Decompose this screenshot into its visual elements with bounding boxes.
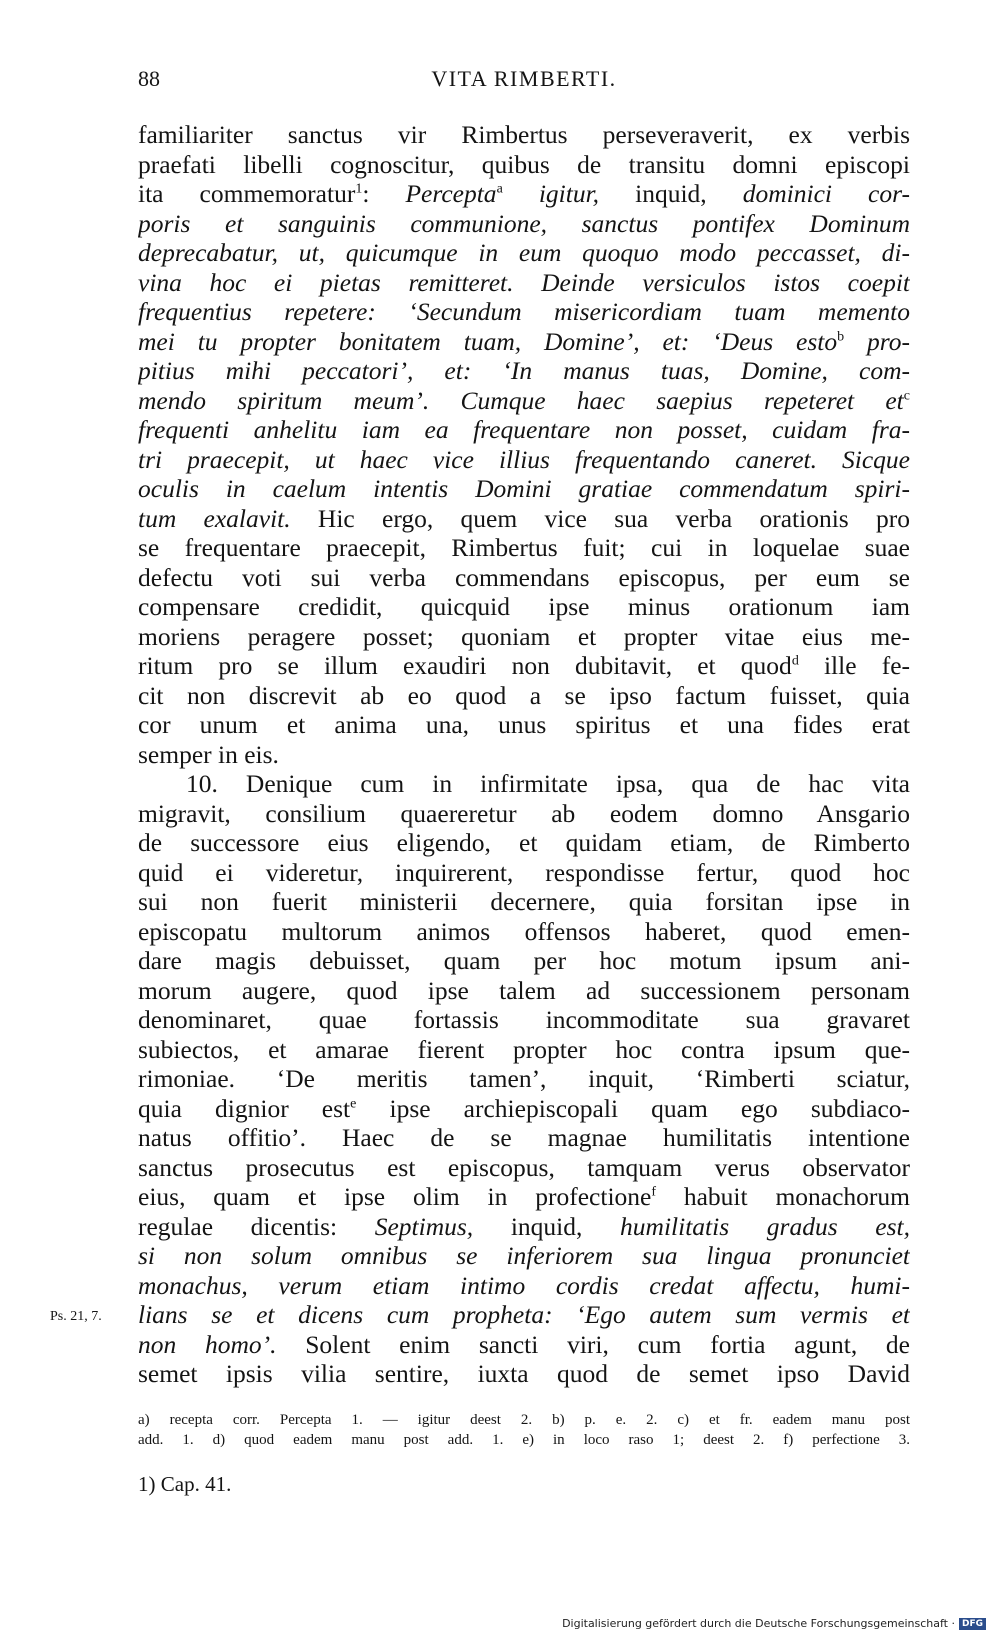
text-segment: poris et sanguinis communione, sanctus pontifex Dominum [138,208,910,238]
text-line [138,1035,910,1065]
footnote-mark: c [903,388,910,403]
text-segment: si non solum omnibus se inferiorem sua lingua pronunciet [138,1241,910,1270]
text-line [138,504,910,534]
text-line [138,415,910,445]
text-line [138,386,910,416]
text-line [138,1094,910,1124]
text-segment: ritum pro se illum exaudiri non dubitavit, et quod [138,651,792,680]
text-segment: Hic ergo, quem vice sua verba orationis pro [317,503,910,533]
text-line [138,1005,910,1035]
text-segment: : [362,179,406,208]
running-title: VITA RIMBERTI. [431,66,617,91]
text-line [138,1153,910,1183]
text-line [138,1182,910,1212]
text-line [138,1330,910,1360]
text-line [138,1300,910,1330]
text-segment: cor unum et anima una, unus spiritus et una fides erat [138,710,910,739]
text-segment: semet ipsis vilia sentire, iuxta quod de semet ipso David [138,1359,910,1388]
text-segment: vina hoc ei pietas remitteret. Deinde versiculos istos coepit [138,267,910,297]
text-segment: ita commemoratur [138,179,356,208]
text-segment: humilitatis gradus est, [620,1211,910,1241]
apparatus-line-1: a) recepta corr. Percepta 1. — igitur deest 2. b) p. e. 2. c) et fr. eadem manu post [138,1412,910,1428]
text-line [138,592,910,622]
text-line [138,150,910,180]
text-segment: dominici cor- [742,179,910,208]
text-segment: se frequentare praecepit, Rimbertus fuit; cui in loquelae suae [138,533,910,562]
text-line [138,474,910,504]
text-line [138,356,910,386]
text-line [138,769,910,799]
text-line [138,120,910,150]
text-line [138,445,910,475]
text-segment: oculis in caelum intentis Domini gratiae commendatum spiri- [138,474,910,503]
text-segment: denominaret, quae fortassis incommoditate sua gravaret [138,1005,910,1034]
text-segment: semper in eis. [138,739,279,769]
text-line [138,179,910,209]
text-line [138,887,910,917]
text-segment: frequenti anhelitu iam ea frequentare non posset, cuidam fra- [138,415,910,444]
footnote-mark: b [837,329,845,344]
text-line [138,563,910,593]
text-segment: eius, quam et ipse olim in profectione [138,1182,652,1211]
text-line [138,1064,910,1094]
text-segment: quid ei videretur, inquirerent, respondisse fertur, quod hoc [138,857,910,887]
text-segment: lians se et dicens cum propheta: ‘Ego autem sum vermis et [138,1300,910,1329]
text-segment: regulae dicentis: [138,1211,375,1241]
footnote-mark: e [350,1096,357,1111]
text-segment: ipse archiepiscopali quam ego subdiaco- [356,1093,910,1123]
text-line [138,976,910,1006]
text-segment: ille fe- [798,651,910,680]
text-line [138,268,910,298]
text-segment: morum augere, quod ipse talem ad successionem personam [138,975,910,1005]
page-header [138,66,910,98]
text-segment: inquid, [510,1211,621,1241]
text-line [138,740,910,770]
text-segment: Percepta [405,179,497,208]
text-segment: rimoniae. ‘De meritis tamen’, inquit, ‘Rimberti sciatur, [138,1064,910,1093]
text-segment: pitius mihi peccatori’, et: ‘In manus tuas, Domine, com- [138,356,910,385]
text-segment: tum exalavit. [138,503,318,533]
text-line [138,238,910,268]
text-segment: dare magis debuisset, quam per hoc motum ipsum ani- [138,946,910,975]
dfg-logo: DFG [959,1618,986,1630]
text-segment: sanctus prosecutus est episcopus, tamquam verus observator [138,1152,910,1182]
text-line [138,946,910,976]
source-footnote: 1) Cap. 41. [138,1472,232,1496]
text-segment: Septimus, [374,1211,511,1241]
text-line [138,858,910,888]
text-segment: inquid, [635,179,743,208]
text-line [138,917,910,947]
footnote-mark: d [791,653,799,669]
text-line [138,651,910,681]
text-line [138,681,910,711]
text-line [138,710,910,740]
text-segment: non homo’. [138,1329,306,1359]
text-segment: cit non discrevit ab eo quod a se ipso factum fuisset, quia [138,680,910,710]
apparatus-line-2: add. 1. d) quod eadem manu post add. 1. e) in loco raso 1; deest 2. f) perfectione 3. [138,1432,910,1448]
text-line [138,1359,910,1389]
text-segment: defectu voti sui verba commendans episcopus, per eum se [138,562,910,592]
text-segment: compensare credidit, quicquid ipse minus orationum iam [138,592,910,621]
text-segment: praefati libelli cognoscitur, quibus de transitu domni episcopi [138,149,910,179]
text-segment: igitur, [502,179,636,208]
main-text [138,120,910,1389]
footnote-mark: f [651,1184,657,1200]
footnote-mark: 1 [355,181,363,197]
text-line [138,828,910,858]
text-line [138,1123,910,1153]
text-segment: deprecabatur, ut, quicumque in eum quoquo modo peccasset, di- [138,238,910,267]
text-segment: sui non fuerit ministerii decernere, quia forsitan ipse in [138,887,910,916]
text-segment: natus offitio’. Haec de se magnae humilitatis intentione [138,1123,910,1152]
text-segment: mendo spiritum meum’. Cumque haec saepius repeteret et [138,385,904,415]
text-line [138,533,910,563]
text-segment: familiariter sanctus vir Rimbertus perseveraverit, ex verbis [138,120,910,149]
text-segment: episcopatu multorum animos offensos haberet, quod emen- [138,916,910,946]
margin-reference: Ps. 21, 7. [50,1309,102,1324]
text-line [138,1271,910,1301]
text-segment: subiectos, et amarae fierent propter hoc contra ipsum que- [138,1034,910,1064]
digitization-text: Digitalisierung gefördert durch die Deutsche Forschungsgemeinschaft · [562,1617,955,1630]
text-line [138,1212,910,1242]
text-line [138,799,910,829]
text-line [138,1241,910,1271]
page-number: 88 [138,66,160,91]
text-segment: quia dignior est [138,1093,351,1123]
footnote-mark: a [496,181,503,197]
text-segment: 10. Denique cum in infirmitate ipsa, qua de hac vita [186,769,910,798]
text-segment: mei tu propter bonitatem tuam, Domine’, et: ‘Deus esto [138,326,838,356]
text-segment: pro- [844,326,910,356]
digitization-notice [562,1617,986,1630]
text-segment: habuit monachorum [656,1182,910,1211]
text-segment: Solent enim sancti viri, cum fortia agunt, de [305,1329,910,1359]
text-segment: migravit, consilium quaereretur ab eodem domno Ansgario [138,798,910,828]
text-segment: moriens peragere posset; quoniam et propter vitae eius me- [138,621,910,651]
text-segment: de successore eius eligendo, et quidam etiam, de Rimberto [138,828,910,857]
text-line [138,327,910,357]
text-segment: frequentius repetere: ‘Secundum misericordiam tuam memento [138,297,910,326]
text-segment: tri praecepit, ut haec vice illius frequentando caneret. Sicque [138,444,910,474]
text-line [138,297,910,327]
text-segment: monachus, verum etiam intimo cordis credat affectu, humi- [138,1270,910,1300]
text-line [138,209,910,239]
text-line [138,622,910,652]
